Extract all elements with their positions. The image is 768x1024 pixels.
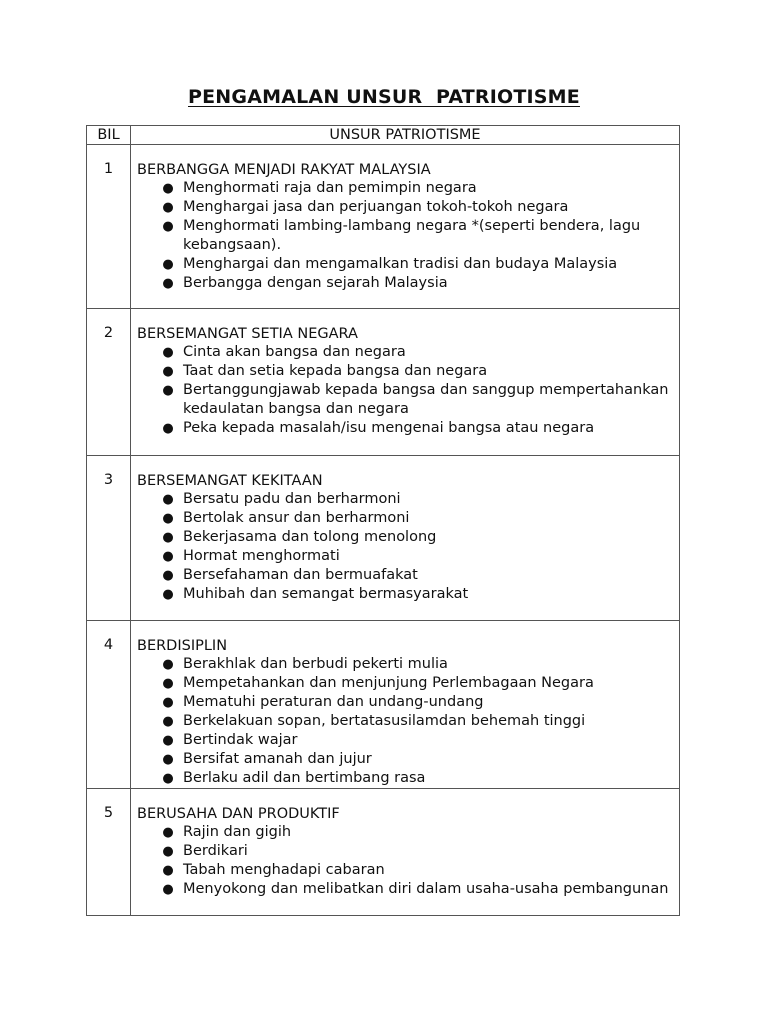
list-item-text: Bersefahaman dan bermuafakat xyxy=(183,567,418,583)
section-heading: BERSEMANGAT KEKITAAN xyxy=(137,473,323,489)
bullet-icon: ● xyxy=(162,421,174,436)
list-item xyxy=(137,509,673,528)
row-number: 5 xyxy=(87,789,131,916)
table-row xyxy=(87,789,680,916)
list-item xyxy=(137,693,673,712)
bullet-icon: ● xyxy=(162,200,174,215)
row-number: 4 xyxy=(87,621,131,789)
bullet-icon: ● xyxy=(162,657,174,672)
list-item-text: Menghargai jasa dan perjuangan tokoh-tokoh negara xyxy=(183,199,569,215)
list-item xyxy=(137,842,673,861)
list-item-text: Berlaku adil dan bertimbang rasa xyxy=(183,770,426,786)
section-heading: BERBANGGA MENJADI RAKYAT MALAYSIA xyxy=(137,162,431,178)
list-item-text: Mematuhi peraturan dan undang-undang xyxy=(183,694,484,710)
bullet-list xyxy=(137,490,673,604)
list-item xyxy=(137,823,673,842)
column-header-unsur-patriotisme: UNSUR PATRIOTISME xyxy=(131,126,680,145)
list-item-text: Rajin dan gigih xyxy=(183,824,292,840)
list-item-text: Berakhlak dan berbudi pekerti mulia xyxy=(183,656,448,672)
list-item xyxy=(137,750,673,769)
list-item-text: Berkelakuan sopan, bertatasusilamdan behemah tinggi xyxy=(183,713,586,729)
row-content xyxy=(131,309,680,456)
bullet-icon: ● xyxy=(162,511,174,526)
list-item xyxy=(137,343,673,362)
bullet-icon: ● xyxy=(162,752,174,767)
page-title: PENGAMALAN UNSUR PATRIOTISME xyxy=(188,86,580,108)
list-item xyxy=(137,490,673,509)
bullet-icon: ● xyxy=(162,549,174,564)
list-item xyxy=(137,255,673,274)
list-item xyxy=(137,880,673,899)
list-item xyxy=(137,674,673,693)
list-item xyxy=(137,585,673,604)
bullet-icon: ● xyxy=(162,676,174,691)
table-header-row xyxy=(87,126,680,145)
bullet-icon: ● xyxy=(162,345,174,360)
bullet-icon: ● xyxy=(162,364,174,379)
row-number: 3 xyxy=(87,456,131,621)
bullet-icon: ● xyxy=(162,844,174,859)
table-row xyxy=(87,309,680,456)
list-item-text: Taat dan setia kepada bangsa dan negara xyxy=(183,363,488,379)
section-heading: BERSEMANGAT SETIA NEGARA xyxy=(137,326,358,342)
list-item xyxy=(137,547,673,566)
list-item xyxy=(137,655,673,674)
list-item xyxy=(137,198,673,217)
bullet-icon: ● xyxy=(162,530,174,545)
list-item-text: Menghormati raja dan pemimpin negara xyxy=(183,180,477,196)
table-row xyxy=(87,456,680,621)
list-item-text: Bertanggungjawab kepada bangsa dan sanggup mempertahankan kedaulatan bangsa dan negara xyxy=(183,382,669,417)
row-content xyxy=(131,621,680,789)
bullet-icon: ● xyxy=(162,492,174,507)
bullet-icon: ● xyxy=(162,276,174,291)
column-header-bil: BIL xyxy=(87,126,131,145)
bullet-icon: ● xyxy=(162,695,174,710)
bullet-icon: ● xyxy=(162,181,174,196)
bullet-icon: ● xyxy=(162,714,174,729)
list-item-text: Berdikari xyxy=(183,843,248,859)
bullet-icon: ● xyxy=(162,825,174,840)
list-item-text: Menghargai dan mengamalkan tradisi dan budaya Malaysia xyxy=(183,256,618,272)
list-item-text: Muhibah dan semangat bermasyarakat xyxy=(183,586,469,602)
list-item xyxy=(137,528,673,547)
list-item-text: Bersifat amanah dan jujur xyxy=(183,751,372,767)
bullet-icon: ● xyxy=(162,257,174,272)
list-item xyxy=(137,731,673,750)
row-content xyxy=(131,789,680,916)
bullet-icon: ● xyxy=(162,733,174,748)
bullet-list xyxy=(137,343,673,438)
bullet-list xyxy=(137,823,673,899)
list-item-text: Bersatu padu dan berharmoni xyxy=(183,491,401,507)
list-item-text: Bertindak wajar xyxy=(183,732,298,748)
list-item xyxy=(137,566,673,585)
list-item-text: Berbangga dengan sejarah Malaysia xyxy=(183,275,448,291)
section-heading: BERUSAHA DAN PRODUKTIF xyxy=(137,806,340,822)
list-item-text: Mempetahankan dan menjunjung Perlembagaan Negara xyxy=(183,675,594,691)
list-item xyxy=(137,769,673,788)
bullet-icon: ● xyxy=(162,882,174,897)
section-heading: BERDISIPLIN xyxy=(137,638,228,654)
bullet-icon: ● xyxy=(162,587,174,602)
list-item-text: Cinta akan bangsa dan negara xyxy=(183,344,406,360)
table-row xyxy=(87,621,680,789)
row-content xyxy=(131,456,680,621)
row-number: 2 xyxy=(87,309,131,456)
bullet-icon: ● xyxy=(162,771,174,786)
list-item xyxy=(137,274,673,293)
row-content xyxy=(131,145,680,309)
patriotism-table xyxy=(86,125,680,916)
list-item xyxy=(137,217,673,255)
list-item xyxy=(137,419,673,438)
bullet-list xyxy=(137,179,673,293)
list-item xyxy=(137,712,673,731)
list-item-text: Peka kepada masalah/isu mengenai bangsa atau negara xyxy=(183,420,595,436)
list-item-text: Bertolak ansur dan berharmoni xyxy=(183,510,410,526)
list-item xyxy=(137,362,673,381)
list-item xyxy=(137,179,673,198)
bullet-icon: ● xyxy=(162,863,174,878)
bullet-icon: ● xyxy=(162,383,174,398)
list-item xyxy=(137,861,673,880)
list-item-text: Menyokong dan melibatkan diri dalam usaha-usaha pembangunan xyxy=(183,881,669,897)
table-row xyxy=(87,145,680,309)
row-number: 1 xyxy=(87,145,131,309)
list-item xyxy=(137,381,673,419)
list-item-text: Tabah menghadapi cabaran xyxy=(183,862,385,878)
bullet-list xyxy=(137,655,673,788)
list-item-text: Bekerjasama dan tolong menolong xyxy=(183,529,437,545)
list-item-text: Hormat menghormati xyxy=(183,548,340,564)
bullet-icon: ● xyxy=(162,219,174,234)
list-item-text: Menghormati lambing-lambang negara *(seperti bendera, lagu kebangsaan). xyxy=(183,218,641,253)
bullet-icon: ● xyxy=(162,568,174,583)
